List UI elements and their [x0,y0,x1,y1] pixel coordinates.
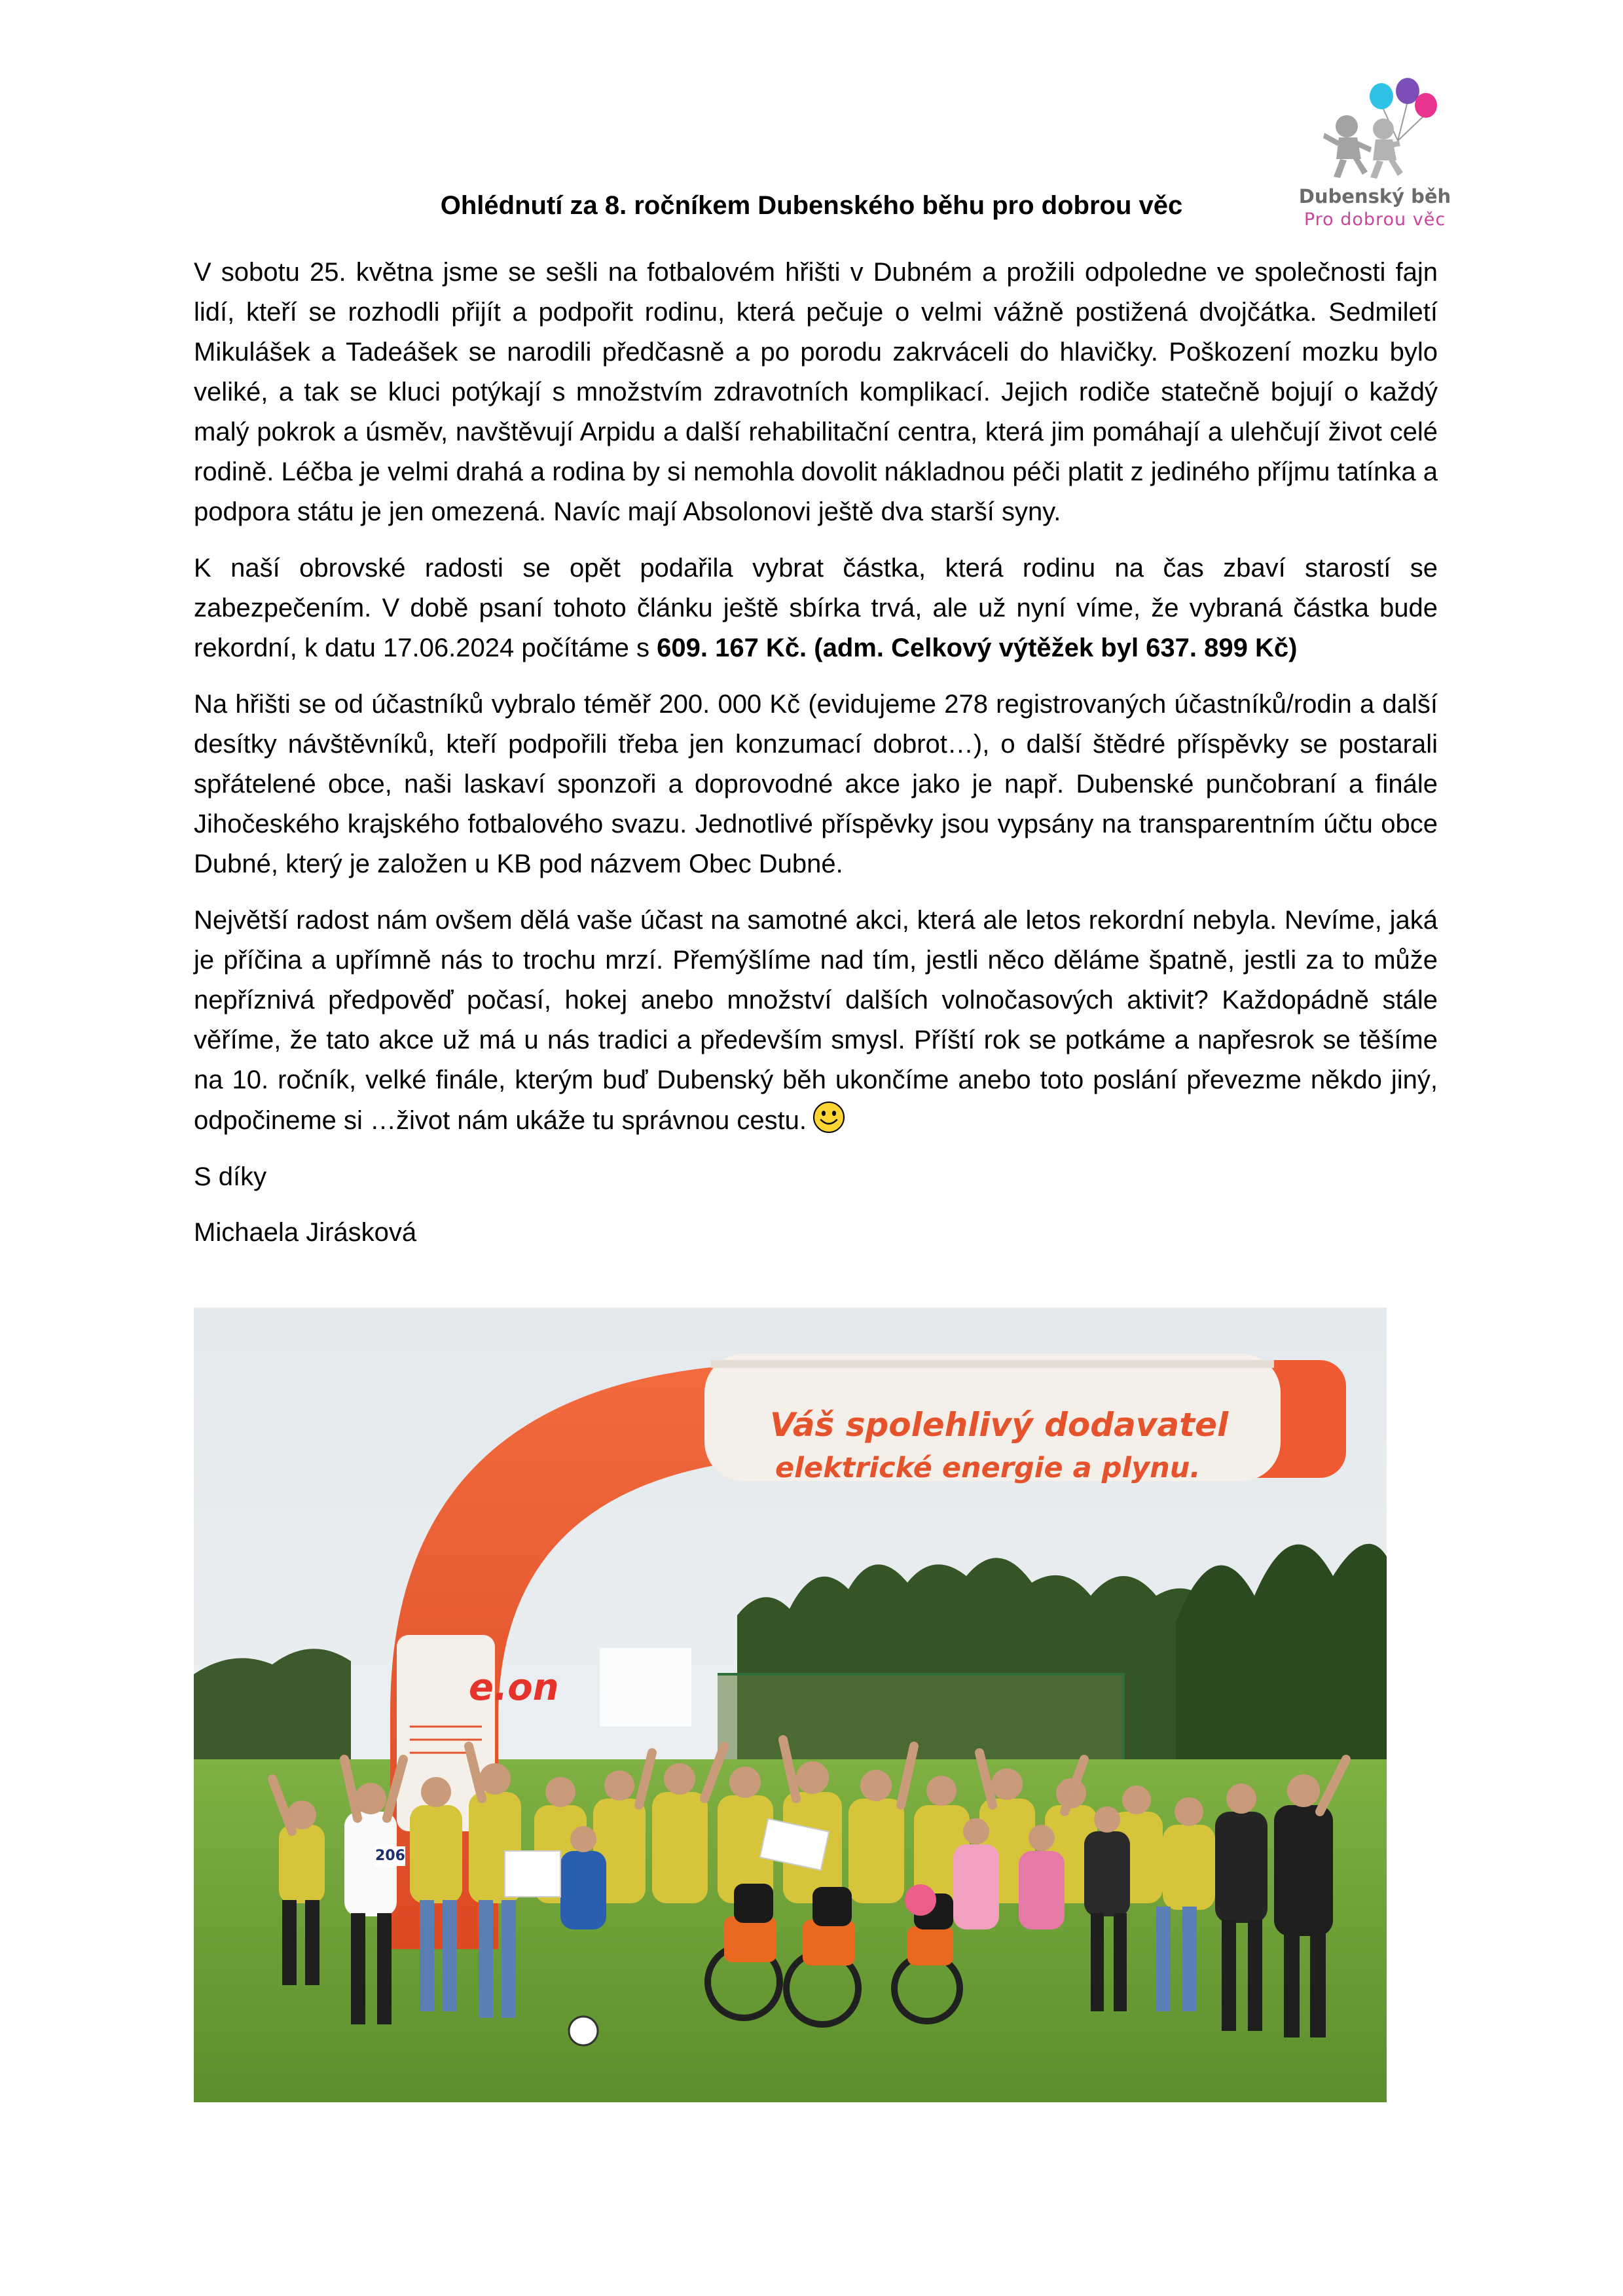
paragraph-collection-text: K naší obrovské radosti se opět podařila vybrat částka, která rodinu na čas zbaví starostí se zabezpečením. V době psaní tohoto článku ještě sbírka trvá, ale už nyní víme, že vybraná částka bude rekordní, k datu 17.06.2024 počítáme s [194,554,1438,662]
article-body [194,253,1438,1268]
signature: Michaela Jirásková [194,1218,417,1247]
fence [718,1674,1123,1766]
race-bib: 206 [375,1846,405,1866]
logo-title: Dubenský běh [1298,185,1451,207]
arch-banner-line2: elektrické energie a plynu. [775,1452,1201,1484]
sponsor-boards [600,1648,691,1727]
handmade-sign [505,1851,560,1897]
collection-amount: 609. 167 Kč. (adm. Celkový výtěžek byl 637. 899 Kč) [657,634,1298,662]
paragraph-reflection-text: Největší radost nám ovšem dělá vaše účast na samotné akci, která ale letos rekordní nebyla. Nevíme, jaká je příčina a upřímně nás to trochu mrzí. Přemýšlíme nad tím, jestli něco děláme špatně, jestli za to může nepříznivá předpověď počasí, hokej anebo množství dalších volnočasových aktivit? Každopádně stále věříme, že tato akce už má u nás tradici a především smysl. Příští rok se potkáme a napřesrok se těšíme na 10. ročník, velké finále, kterým buď Dubenský běh ukončíme anebo toto poslání převezme někdo jiný, odpočineme si …život nám ukáže tu správnou cestu. [194,906,1438,1135]
paragraph-reflection [194,901,1438,1141]
running-kids-balloons-icon [1319,75,1437,180]
eon-brand: e.on [469,1666,559,1709]
tree-line-left [194,1649,351,1766]
closing-line: S díky [194,1162,267,1191]
football [569,2017,598,2045]
tall-trees [1176,1544,1387,1766]
arch-banner-line1: Váš spolehlivý dodavatel [770,1406,1229,1444]
pink-balloon [905,1884,936,1916]
paragraph-intro: V sobotu 25. května jsme se sešli na fotbalovém hřišti v Dubném a prožili odpoledne ve společnosti fajn lidí, kteří se rozhodli přijít a podpořit rodinu, která pečuje o velmi vážně postižená dvojčátka. Sedmiletí Mikulášek a Tadeášek se narodili předčasně a po porodu zakrváceli do hlavičky. Poškození mozku bylo veliké, a tak se kluci potýkají s množstvím zdravotních komplikací. Jejich rodiče statečně bojují o každý malý pokrok a úsměv, navštěvují Arpidu a další rehabilitační centra, která jim pomáhají a ulehčují život celé rodině. Léčba je velmi drahá a rodina by si nemohla dovolit nákladnou péči platit z jediného příjmu tatínka a podpora státu je jen omezená. Navíc mají Absolonovi ještě dva starší syny. [194,258,1438,526]
event-group-photo [194,1308,1387,2102]
paragraph-collection [194,548,1438,668]
paragraph-donations: Na hřišti se od účastníků vybralo téměř 200. 000 Kč (evidujeme 278 registrovaných účastníků/rodin a další desítky návštěvníků, kteří podpořili třeba jen konzumací dobrot…), o další štědré příspěvky se postarali spřátelené obce, naši laskaví sponzoři a doprovodné akce jako je např. Dubenské punčobraní a finále Jihočeského krajského fotbalového svazu. Jednotlivé příspěvky jsou vypsány na transparentním účtu obce Dubné, který je založen u KB pod názvem Obec Dubné. [194,690,1438,878]
logo-subtitle: Pro dobrou věc [1304,209,1446,230]
page-title: Ohlédnutí za 8. ročníkem Dubenského běhu pro dobrou věc [440,191,1183,220]
smiley-face-icon [812,1100,846,1134]
